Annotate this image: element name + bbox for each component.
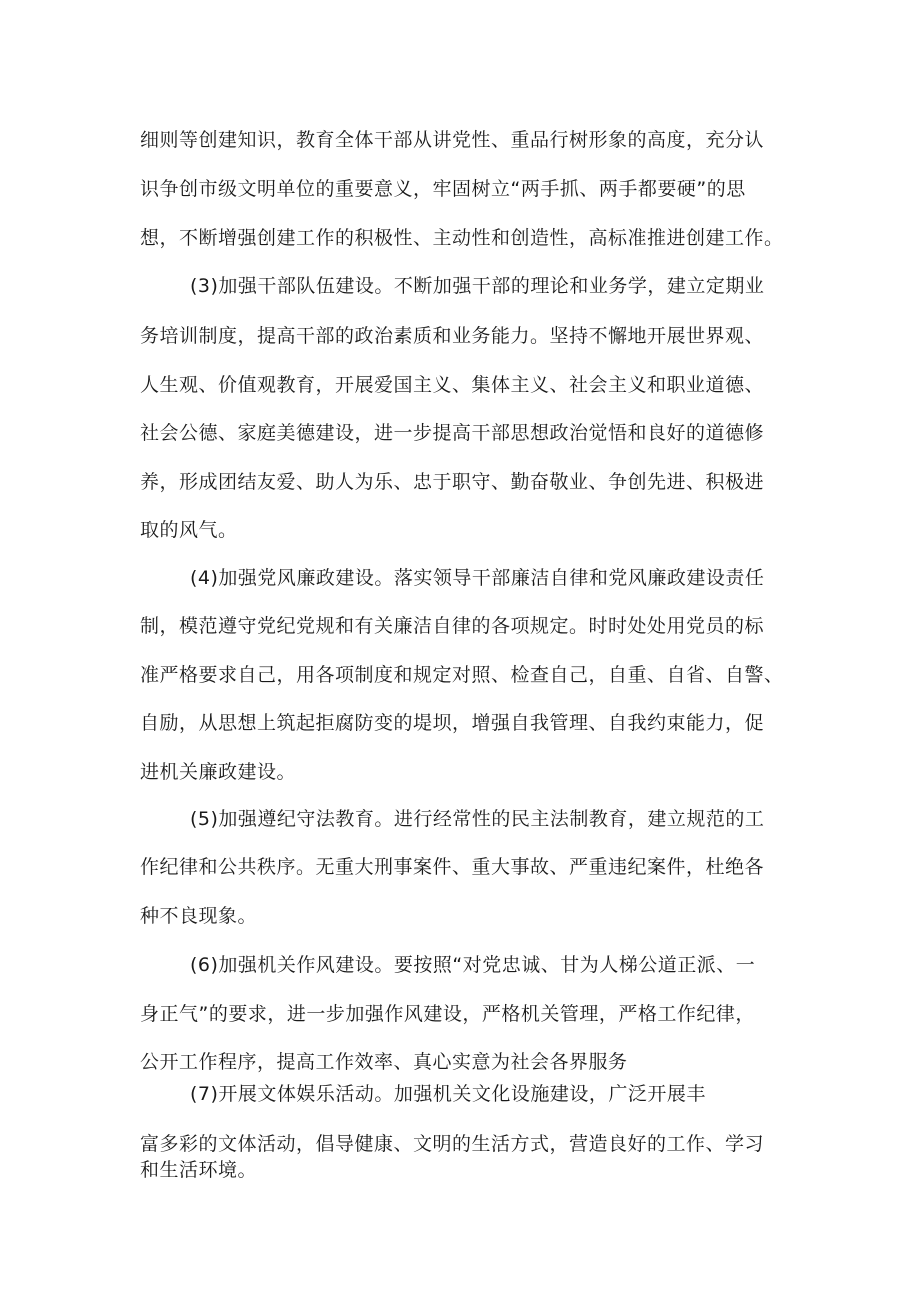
text-line: 公开工作程序，提高工作效率、真心实意为社会各界服务 — [140, 1051, 628, 1073]
text-line: 和生活环境。 — [140, 1159, 258, 1181]
text-line: 想，不断增强创建工作的积极性、主动性和创造性，高标准推进创建工作。 — [140, 227, 784, 249]
text-line: 自励，从思想上筑起拒腐防变的堤坝，增强自我管理、自我约束能力，促 — [140, 712, 765, 734]
text-line: 务培训制度，提高干部的政治素质和业务能力。坚持不懈地开展世界观、 — [140, 325, 765, 347]
text-line: (4)加强党风廉政建设。落实领导干部廉洁自律和党风廉政建设责任 — [190, 567, 765, 589]
text-line: (6)加强机关作风建设。要按照“对党忠诚、甘为人梯公道正派、一 — [190, 954, 756, 976]
text-line: (7)开展文体娱乐活动。加强机关文化设施建设，广泛开展丰 — [190, 1083, 706, 1105]
text-line: 人生观、价值观教育，开展爱国主义、集体主义、社会主义和职业道德、 — [140, 374, 765, 396]
text-line: 社会公德、家庭美德建设，进一步提高干部思想政治觉悟和良好的道德修 — [140, 422, 765, 444]
text-line: 养，形成团结友爱、助人为乐、忠于职守、勤奋敬业、争创先进、积极进 — [140, 471, 765, 493]
text-line: 取的风气。 — [140, 519, 238, 541]
text-line: 识争创市级文明单位的重要意义，牢固树立“两手抓、两手都要硬”的思 — [140, 178, 746, 200]
text-line: 身正气”的要求，进一步加强作风建设，严格机关管理，严格工作纪律， — [140, 1003, 755, 1025]
text-line: 种不良现象。 — [140, 905, 258, 927]
text-line: 制，模范遵守党纪党规和有关廉洁自律的各项规定。时时处处用党员的标 — [140, 615, 765, 637]
text-line: 细则等创建知识，教育全体干部从讲党性、重品行树形象的高度，充分认 — [140, 129, 765, 151]
text-line: 准严格要求自己，用各项制度和规定对照、检查自己，自重、自省、自警、 — [140, 664, 784, 686]
text-line: (3)加强干部队伍建设。不断加强干部的理论和业务学，建立定期业 — [190, 275, 765, 297]
text-line: (5)加强遵纪守法教育。进行经常性的民主法制教育，建立规范的工 — [190, 808, 765, 830]
text-line: 作纪律和公共秩序。无重大刑事案件、重大事故、严重违纪案件，杜绝各 — [140, 856, 765, 878]
text-line: 进机关廉政建设。 — [140, 761, 297, 783]
text-line: 富多彩的文体活动，倡导健康、文明的生活方式，营造良好的工作、学习 — [140, 1133, 765, 1155]
